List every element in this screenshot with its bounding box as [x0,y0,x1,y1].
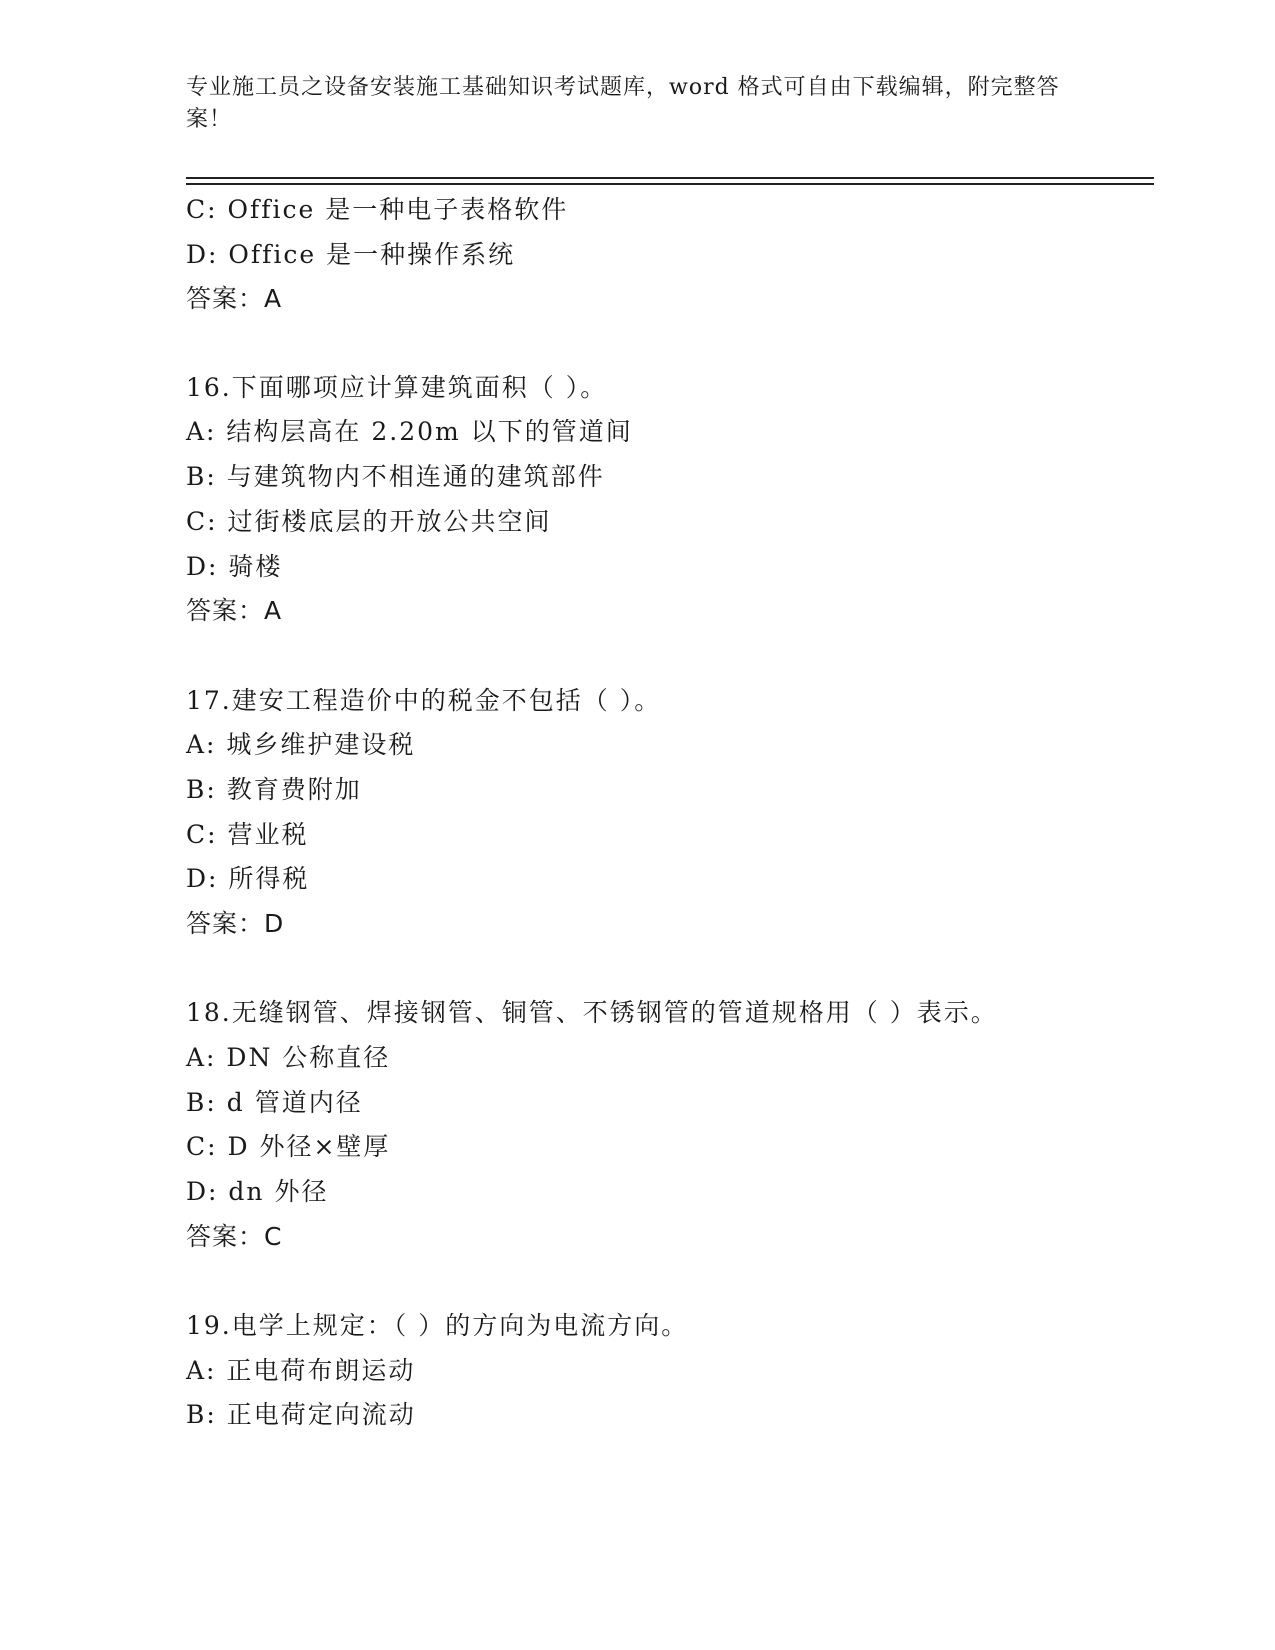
question-16-option-b: B: 与建筑物内不相连通的建筑部件 [186,462,605,491]
question-17-answer: 答案：D [186,909,285,938]
question-18-option-d: D: dn 外径 [186,1177,329,1206]
question-17-option-d: D: 所得税 [186,864,310,893]
question-16-option-d: D: 骑楼 [186,552,283,581]
option-d-prev: D: Office 是一种操作系统 [186,240,516,269]
header-rule-top [186,177,1154,179]
answer-prev: 答案：A [186,284,283,313]
question-19: 19.电学上规定：（ ）的方向为电流方向。 [186,1311,689,1340]
question-19-option-b: B: 正电荷定向流动 [186,1400,416,1429]
document-header: 专业施工员之设备安装施工基础知识考试题库，word 格式可自由下载编辑，附完整答案！ [186,75,1060,132]
question-16-option-a: A: 结构层高在 2.20m 以下的管道间 [186,417,633,446]
question-18-option-a: A: DN 公称直径 [186,1043,391,1072]
question-16-answer: 答案：A [186,596,283,625]
question-17-option-c: C: 营业税 [186,820,309,849]
question-17-option-b: B: 教育费附加 [186,775,362,804]
header-rule-bottom [186,183,1154,185]
question-18: 18.无缝钢管、焊接钢管、铜管、不锈钢管的管道规格用（ ）表示。 [186,998,998,1027]
question-18-option-b: B: d 管道内径 [186,1088,363,1117]
question-17: 17.建安工程造价中的税金不包括（ ）。 [186,686,662,715]
option-c-prev: C: Office 是一种电子表格软件 [186,195,569,224]
question-17-option-a: A: 城乡维护建设税 [186,730,416,759]
question-16: 16.下面哪项应计算建筑面积（ ）。 [186,373,608,402]
question-18-answer: 答案：C [186,1222,283,1251]
question-19-option-a: A: 正电荷布朗运动 [186,1356,416,1385]
question-16-option-c: C: 过街楼底层的开放公共空间 [186,507,552,536]
question-18-option-c: C: D 外径×壁厚 [186,1132,391,1161]
